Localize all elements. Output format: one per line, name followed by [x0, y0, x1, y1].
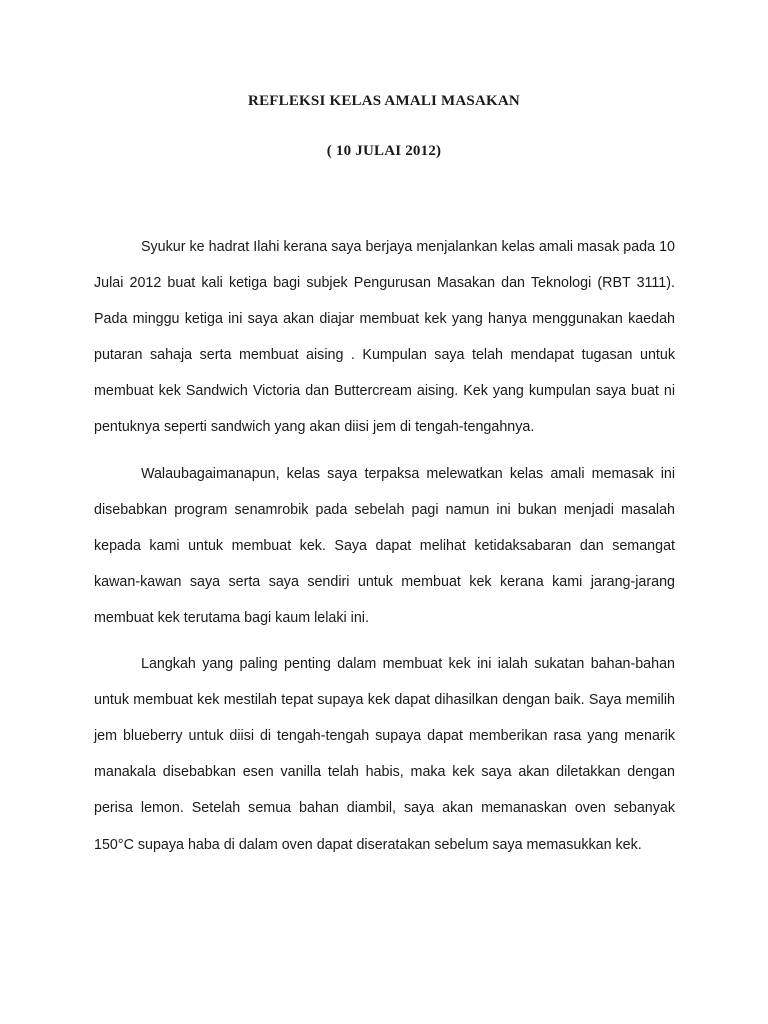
- paragraph-1: Syukur ke hadrat Ilahi kerana saya berjaya menjalankan kelas amali masak pada 10 Julai 2012 buat kali ketiga bagi subjek Pengurusan Masakan dan Teknologi (RBT 3111). Pada minggu ketiga ini saya akan diajar membuat kek yang hanya menggunakan kaedah putaran sahaja serta membuat aising . Kumpulan saya telah mendapat tugasan untuk membuat kek Sandwich Victoria dan Buttercream aising. Kek yang kumpulan saya buat ni pentuknya seperti sandwich yang akan diisi jem di tengah-tengahnya.: [94, 239, 675, 436]
- document-body: [94, 229, 675, 873]
- paragraph-3: Langkah yang paling penting dalam membuat kek ini ialah sukatan bahan-bahan untuk membuat kek mestilah tepat supaya kek dapat dihasilkan dengan baik. Saya memilih jem blueberry untuk diisi di tengah-tengah supaya dapat memberikan rasa yang menarik manakala disebabkan esen vanilla telah habis, maka kek saya akan diletakkan dengan perisa lemon. Setelah semua bahan diambil, saya akan memanaskan oven sebanyak 150°C supaya haba di dalam oven dapat diseratakan sebelum saya memasukkan kek.: [94, 656, 675, 853]
- document-date: ( 10 JULAI 2012): [326, 143, 442, 159]
- paragraph-2: Walaubagaimanapun, kelas saya terpaksa melewatkan kelas amali memasak ini disebabkan program senamrobik pada sebelah pagi namun ini bukan menjadi masalah kepada kami untuk membuat kek. Saya dapat melihat ketidaksabaran dan semangat kawan-kawan saya serta saya sendiri untuk membuat kek kerana kami jarang-jarang membuat kek terutama bagi kaum lelaki ini.: [94, 465, 675, 626]
- document-title: REFLEKSI KELAS AMALI MASAKAN: [248, 93, 520, 109]
